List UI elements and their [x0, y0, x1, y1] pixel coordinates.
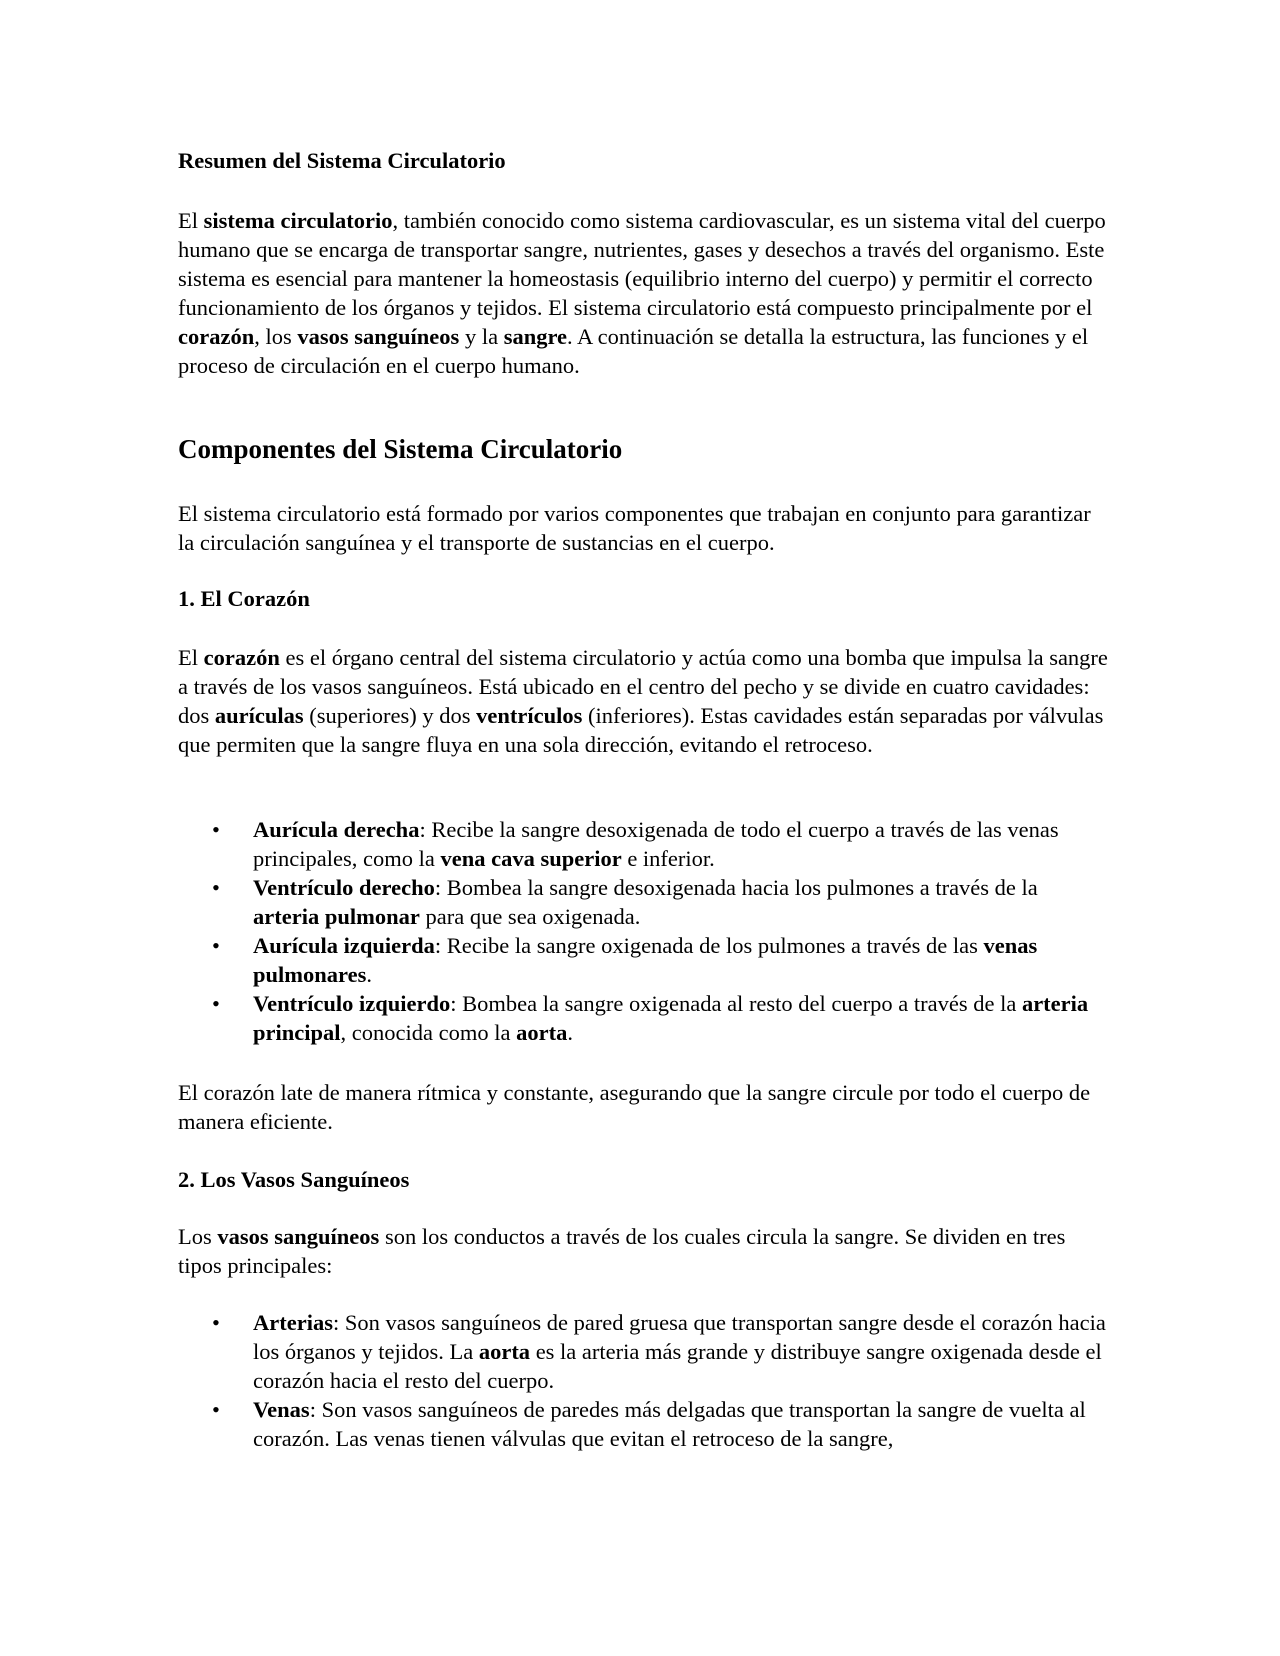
list-item [178, 1308, 1108, 1395]
list-item-bold: Aurícula derecha [253, 817, 420, 842]
list-item-text: : Son vasos sanguíneos de paredes más delgadas que transportan la sangre de vuelta al corazón. Las venas tienen válvulas que evitan el retroceso de la sangre, [253, 1397, 1086, 1451]
intro-text-1: El [178, 208, 204, 233]
heart-bold-ventriculos: ventrículos [476, 703, 583, 728]
list-item-text: es la arteria más grande y distribuye sangre oxigenada desde el corazón hacia el resto del cuerpo. [253, 1339, 1102, 1393]
intro-text-3: , los [254, 324, 298, 349]
heart-paragraph [178, 643, 1108, 759]
list-item-text: e inferior. [621, 846, 715, 871]
list-item-text: : Son vasos sanguíneos de pared gruesa que transportan sangre desde el corazón hacia los órganos y tejidos. La [253, 1310, 1106, 1364]
list-item [178, 873, 1108, 931]
list-item-bold: Venas [253, 1397, 310, 1422]
list-item-bold: Ventrículo derecho [253, 875, 435, 900]
vessels-heading: 2. Los Vasos Sanguíneos [178, 1167, 410, 1192]
list-item-bold: Arterias [253, 1310, 333, 1335]
intro-text-4: y la [459, 324, 504, 349]
vessels-bold-vasos: vasos sanguíneos [217, 1224, 380, 1249]
list-item-text: . [366, 962, 372, 987]
intro-bold-sistema-circulatorio: sistema circulatorio [203, 208, 393, 233]
heart-bold-auriculas: aurículas [214, 703, 304, 728]
list-item-text: : Bombea la sangre oxigenada al resto del cuerpo a través de la [450, 991, 1022, 1016]
intro-paragraph [178, 206, 1108, 380]
bullet-icon: • [212, 817, 220, 842]
heart-text-2: es el órgano central del sistema circulatorio y actúa como una bomba que impulsa la sangre a través de los vasos sanguíneos. Está ubicado en el centro del pecho y se divide en cuatro cavidades: dos [178, 645, 1108, 728]
list-item-bold: arteria principal [253, 991, 1089, 1045]
list-item [178, 931, 1108, 989]
intro-text-2: , también conocido como sistema cardiovascular, es un sistema vital del cuerpo humano que se encarga de transportar sangre, nutrientes, gases y desechos a través del organismo. Este sistema es esencial para mantener la homeostasis (equilibrio interno del cuerpo) y permitir el correcto funcionamiento de los órganos y tejidos. El sistema circulatorio está compuesto principalmente por el [178, 208, 1106, 320]
bullet-icon: • [212, 875, 220, 900]
list-item [178, 989, 1108, 1047]
bullet-icon: • [212, 1310, 220, 1335]
heart-text-4: (inferiores). Estas cavidades están separadas por válvulas que permiten que la sangre fluya en una sola dirección, evitando el retroceso. [178, 703, 1104, 757]
heart-closing-paragraph: El corazón late de manera rítmica y constante, asegurando que la sangre circule por todo el cuerpo de manera eficiente. [178, 1080, 1091, 1134]
list-item-bold: Aurícula izquierda [253, 933, 435, 958]
components-paragraph: El sistema circulatorio está formado por varios componentes que trabajan en conjunto para garantizar la circulación sanguínea y el transporte de sustancias en el cuerpo. [178, 501, 1091, 555]
list-item-bold: venas pulmonares [253, 933, 1038, 987]
vessels-text-1: Los [178, 1224, 218, 1249]
intro-bold-sangre: sangre [503, 324, 568, 349]
components-heading: Componentes del Sistema Circulatorio [178, 434, 623, 464]
heart-heading: 1. El Corazón [178, 586, 310, 611]
intro-bold-vasos: vasos sanguíneos [297, 324, 460, 349]
vessels-paragraph [178, 1222, 1108, 1280]
bullet-icon: • [212, 1397, 220, 1422]
list-item-bold: Ventrículo izquierdo [253, 991, 451, 1016]
vessel-types-list [178, 1308, 1108, 1453]
heart-text-1: El [178, 645, 204, 670]
bullet-icon: • [212, 991, 220, 1016]
intro-text-5: . A continuación se detalla la estructura, las funciones y el proceso de circulación en el cuerpo humano. [178, 324, 1089, 378]
list-item-text: : Recibe la sangre desoxigenada de todo el cuerpo a través de las venas principales, como la [253, 817, 1059, 871]
bullet-icon: • [212, 933, 220, 958]
list-item-text: para que sea oxigenada. [419, 904, 641, 929]
list-item-text: : Bombea la sangre desoxigenada hacia los pulmones a través de la [434, 875, 1038, 900]
vessels-text-2: son los conductos a través de los cuales circula la sangre. Se dividen en tres tipos principales: [178, 1224, 1066, 1278]
list-item-bold: vena cava superior [440, 846, 622, 871]
list-item-bold: arteria pulmonar [253, 904, 420, 929]
document-title: Resumen del Sistema Circulatorio [178, 148, 506, 173]
list-item [178, 815, 1108, 873]
heart-chambers-list [178, 815, 1108, 1047]
list-item-bold: aorta [516, 1020, 568, 1045]
list-item-bold: aorta [478, 1339, 531, 1364]
heart-text-3: (superiores) y dos [303, 703, 477, 728]
list-item [178, 1395, 1108, 1453]
list-item-text: , conocida como la [340, 1020, 517, 1045]
heart-bold-corazon: corazón [203, 645, 280, 670]
intro-bold-corazon: corazón [178, 324, 255, 349]
list-item-text: . [567, 1020, 573, 1045]
list-item-text: : Recibe la sangre oxigenada de los pulmones a través de las [434, 933, 984, 958]
